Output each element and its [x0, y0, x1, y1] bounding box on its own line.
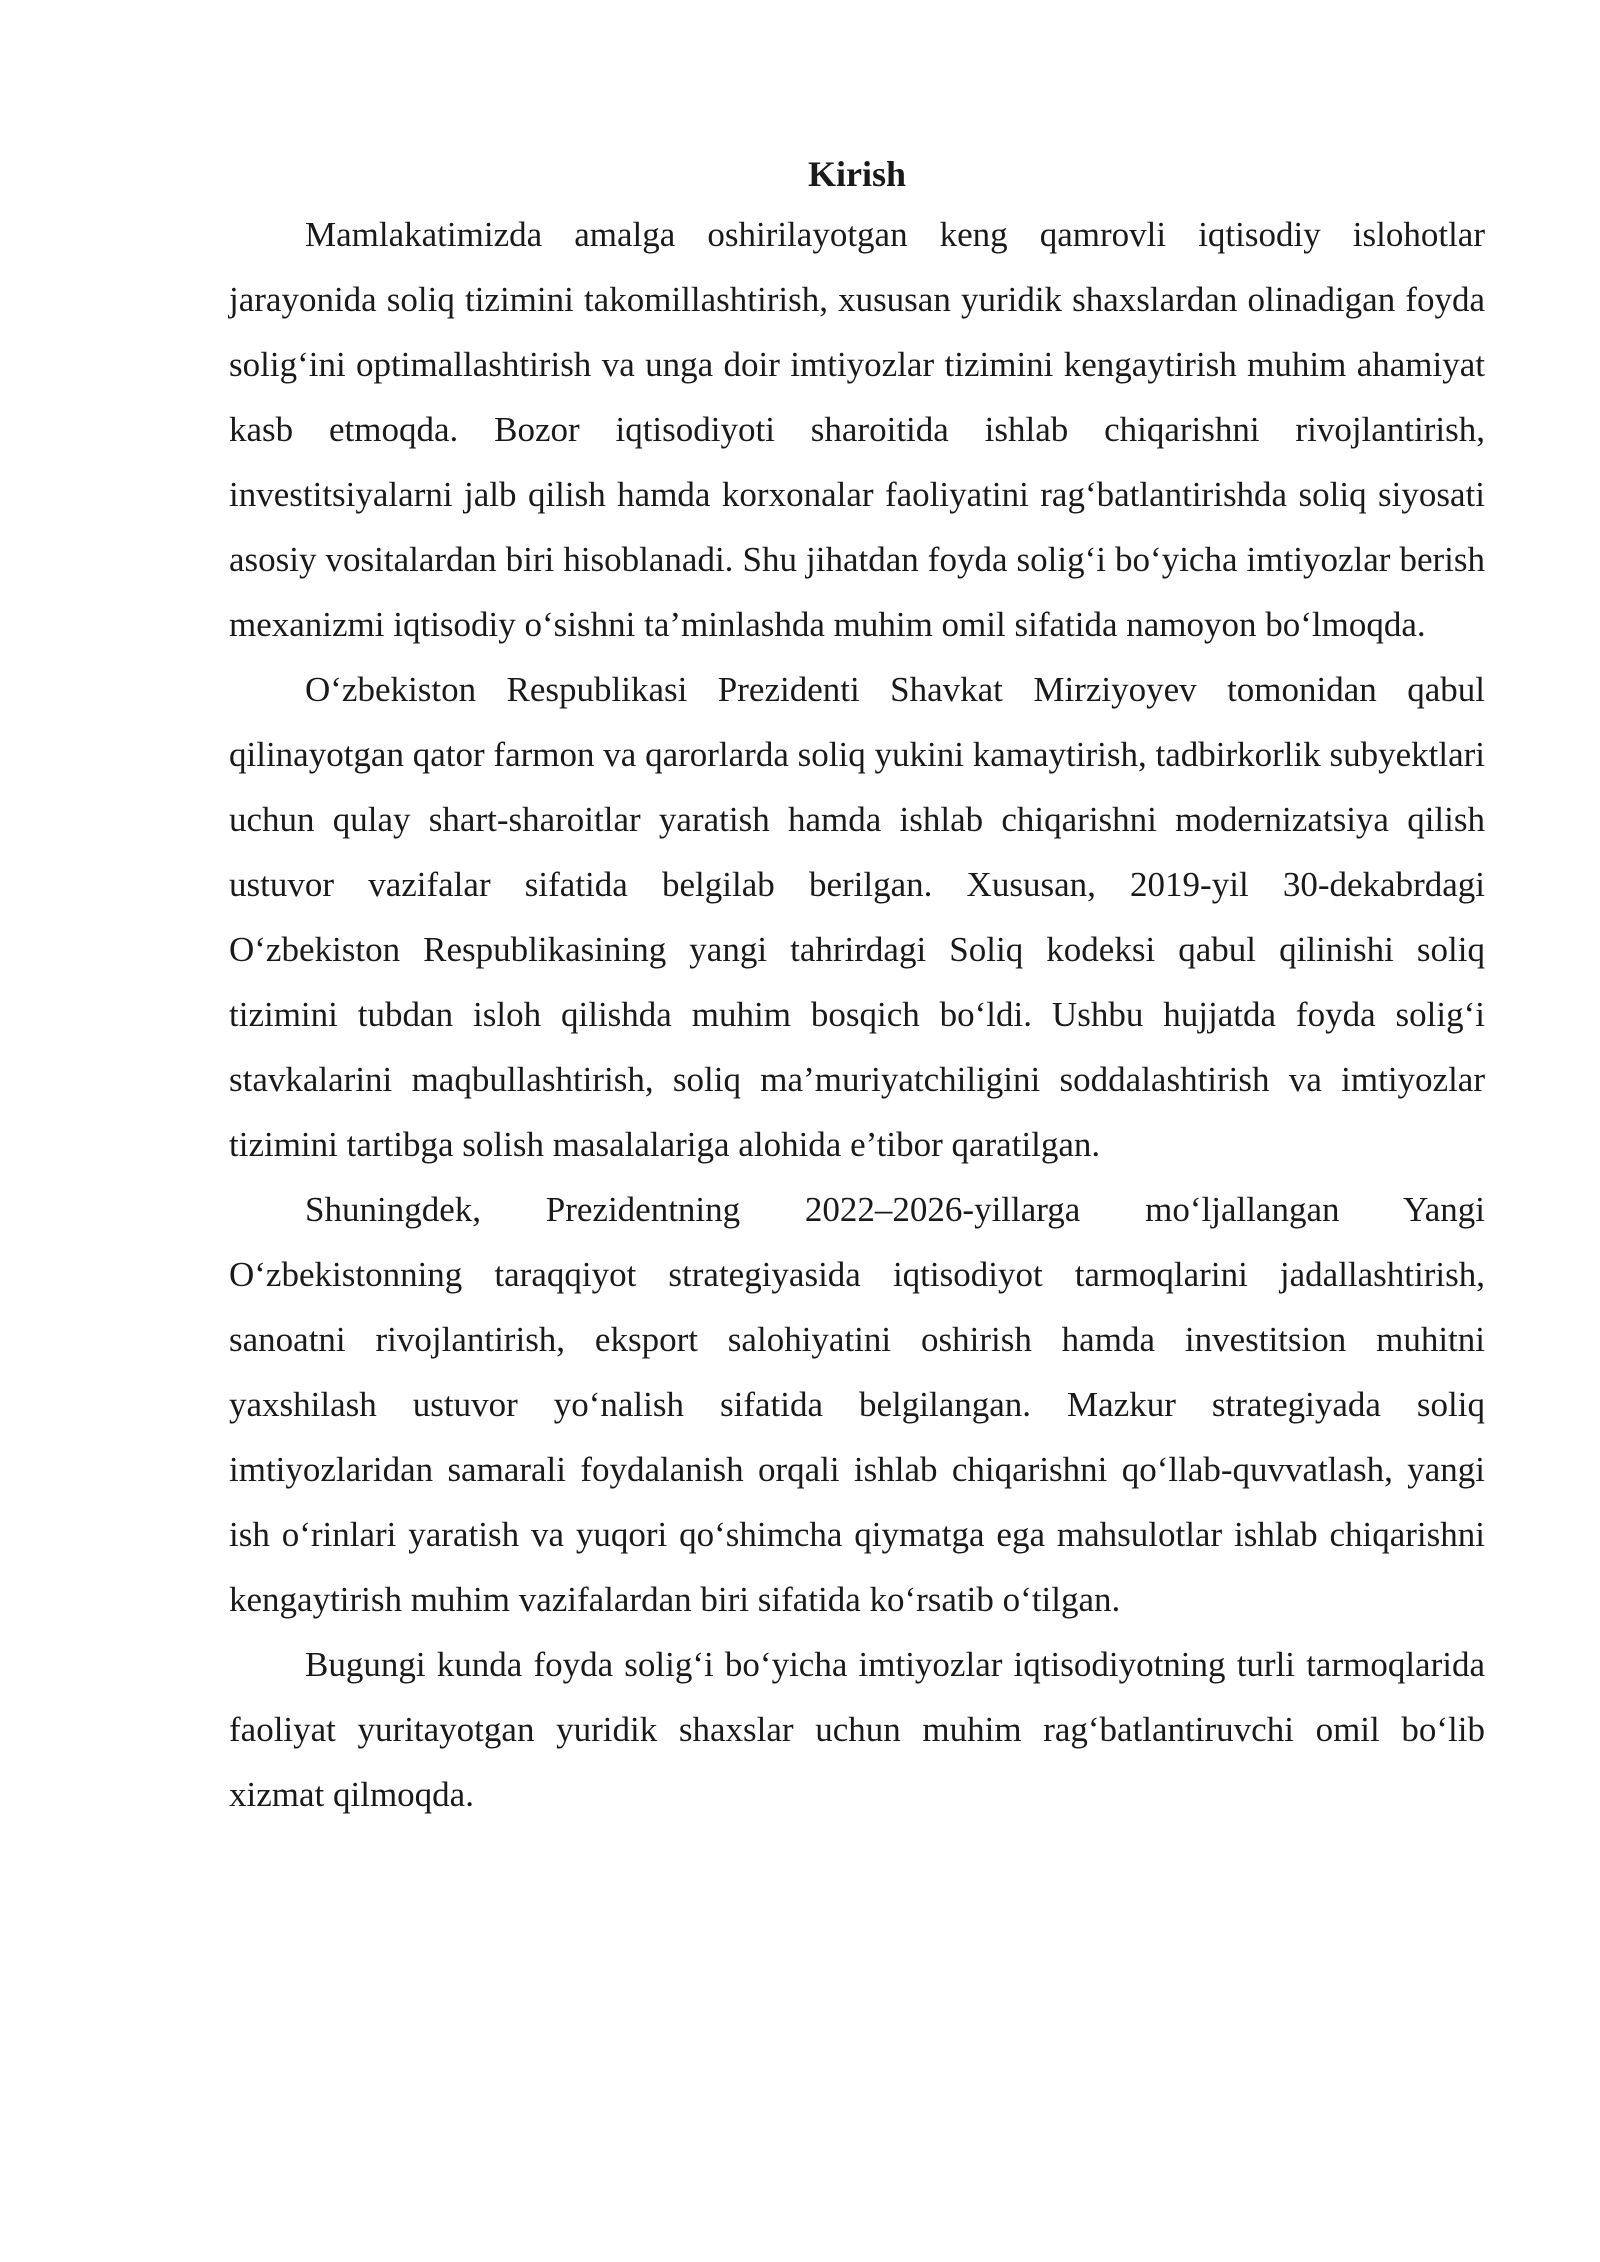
paragraph-4: Bugungi kunda foyda solig‘i bo‘yicha imtiyozlar iqtisodiyotning turli tarmoqlarida faoliyat yuritayotgan yuridik shaxslar uchun muhim rag‘batlantiruvchi omil bo‘lib xizmat qilmoqda. — [229, 1645, 1485, 1814]
paragraph-2: O‘zbekiston Respublikasi Prezidenti Shavkat Mirziyoyev tomonidan qabul qilinayotgan qator farmon va qarorlarda soliq yukini kamaytirish, tadbirkorlik subyektlari uchun qulay shart-sharoitlar yaratish hamda ishlab chiqarishni modernizatsiya qilish ustuvor vazifalar sifatida belgilab berilgan. Xususan, 2019-yil 30-dekabrdagi O‘zbekiston Respublikasining yangi tahrirdagi Soliq kodeksi qabul qilinishi soliq tizimini tubdan isloh qilishda muhim bosqich bo‘ldi. Ushbu hujjatda foyda solig‘i stavkalarini maqbullashtirish, soliq ma’muriyatchiligini soddalashtirish va imtiyozlar tizimini tartibga solish masalalariga alohida e’tibor qaratilgan. — [229, 670, 1485, 1164]
section-title: Kirish — [807, 154, 906, 194]
paragraph-3: Shuningdek, Prezidentning 2022–2026-yillarga mo‘ljallangan Yangi O‘zbekistonning taraqqiyot strategiyasida iqtisodiyot tarmoqlarini jadallashtirish, sanoatni rivojlantirish, eksport salohiyatini oshirish hamda investitsion muhitni yaxshilash ustuvor yo‘nalish sifatida belgilangan. Mazkur strategiyada soliq imtiyozlaridan samarali foydalanish orqali ishlab chiqarishni qo‘llab-quvvatlash, yangi ish o‘rinlari yaratish va yuqori qo‘shimcha qiymatga ega mahsulotlar ishlab chiqarishni kengaytirish muhim vazifalardan biri sifatida ko‘rsatib o‘tilgan. — [229, 1190, 1485, 1619]
paragraph-1: Mamlakatimizda amalga oshirilayotgan keng qamrovli iqtisodiy islohotlar jarayonida soliq tizimini takomillashtirish, xususan yuridik shaxslardan olinadigan foyda solig‘ini optimallashtirish va unga doir imtiyozlar tizimini kengaytirish muhim ahamiyat kasb etmoqda. Bozor iqtisodiyoti sharoitida ishlab chiqarishni rivojlantirish, investitsiyalarni jalb qilish hamda korxonalar faoliyatini rag‘batlantirishda soliq siyosati asosiy vositalardan biri hisoblanadi. Shu jihatdan foyda solig‘i bo‘yicha imtiyozlar berish mexanizmi iqtisodiy o‘sishni ta’minlashda muhim omil sifatida namoyon bo‘lmoqda. — [229, 215, 1485, 644]
document-page — [229, 150, 1485, 1827]
